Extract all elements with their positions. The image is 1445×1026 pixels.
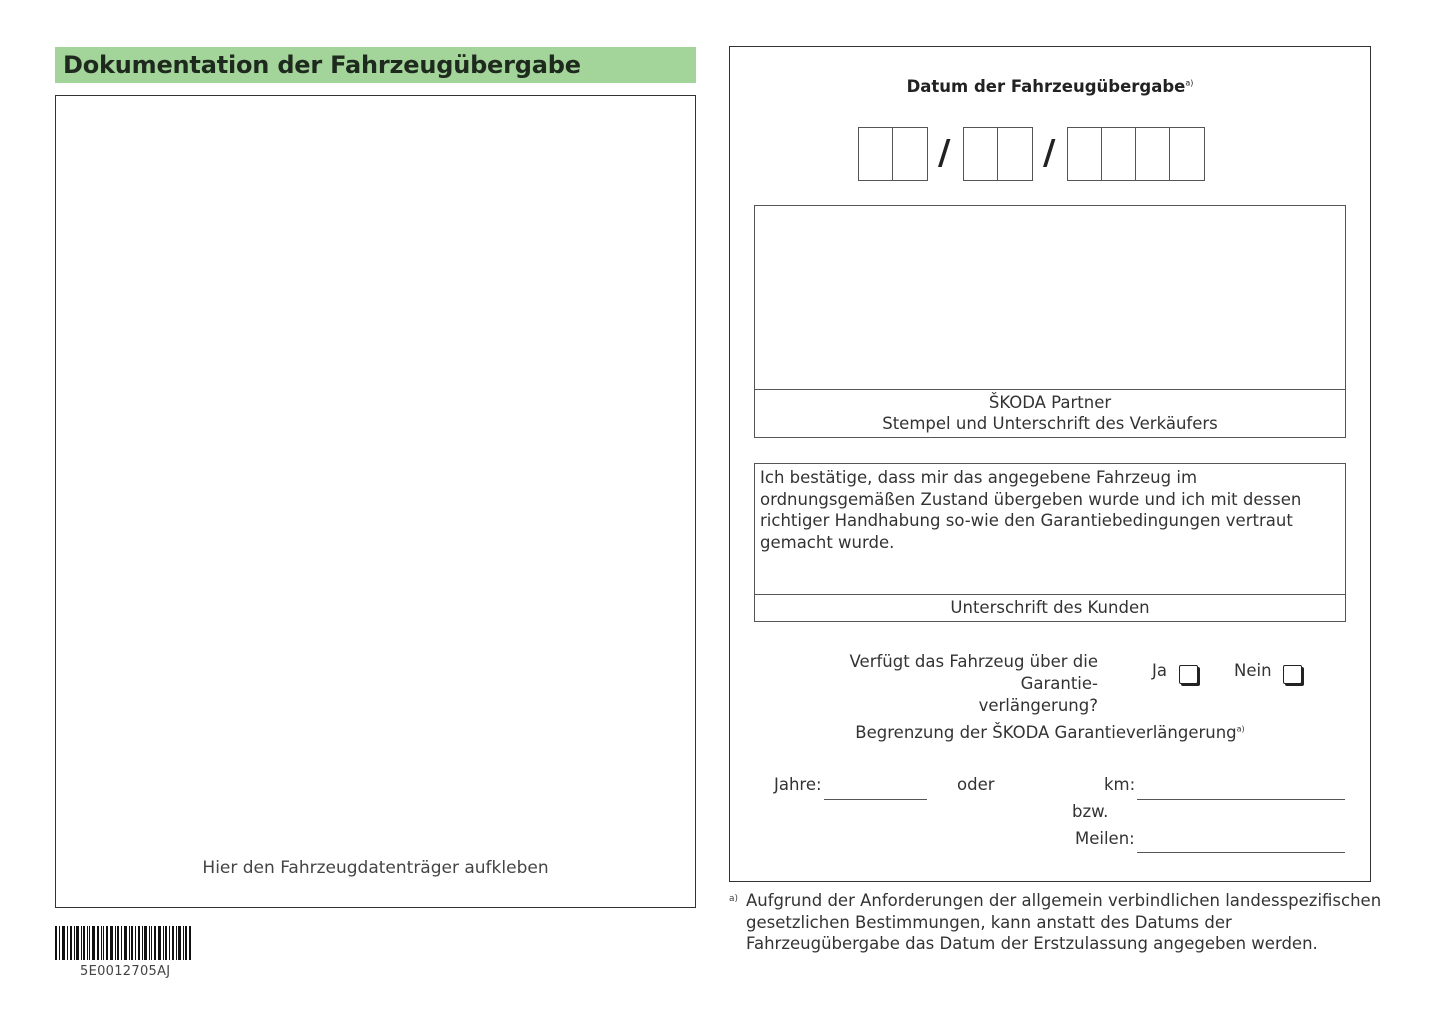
miles-input-line[interactable] — [1137, 852, 1345, 853]
date-month-field[interactable] — [963, 127, 1033, 181]
dealer-name-label: ŠKODA Partner — [988, 393, 1112, 412]
years-label: Jahre: — [774, 775, 822, 794]
option-no-label: Nein — [1234, 661, 1272, 680]
stamp-signature-label: Stempel und Unterschrift des Verkäufers — [882, 414, 1218, 433]
handover-date-title — [730, 77, 1370, 96]
barcode-number: 5E0012705AJ — [80, 964, 171, 979]
date-separator: / — [938, 133, 951, 173]
section-title-bar — [55, 47, 696, 83]
years-input-line[interactable] — [824, 799, 927, 800]
date-digit-cell[interactable] — [998, 128, 1032, 180]
customer-confirmation-box[interactable] — [754, 463, 1346, 622]
footnote-ref: a) — [1185, 78, 1194, 88]
date-day-field[interactable] — [858, 127, 928, 181]
date-digit-cell[interactable] — [1136, 128, 1170, 180]
date-year-field[interactable] — [1067, 127, 1205, 181]
warranty-limit-title-text: Begrenzung der ŠKODA Garantieverlängerung — [855, 723, 1237, 742]
sticker-area-label: Hier den Fahrzeugdatenträger aufkleben — [202, 858, 549, 878]
date-digit-cell[interactable] — [859, 128, 893, 180]
footnote-ref: a) — [1236, 724, 1245, 734]
handover-form — [729, 46, 1371, 882]
date-digit-cell[interactable] — [964, 128, 998, 180]
date-separator: / — [1043, 133, 1056, 173]
bzw-label: bzw. — [1072, 802, 1109, 821]
customer-signature-caption: Unterschrift des Kunden — [755, 594, 1345, 621]
no-checkbox[interactable] — [1283, 665, 1302, 684]
warranty-limit-title — [730, 723, 1370, 742]
footnote-marker: a) — [729, 894, 739, 904]
km-input-line[interactable] — [1137, 799, 1345, 800]
date-digit-cell[interactable] — [893, 128, 927, 180]
warranty-extension-question — [770, 651, 1098, 717]
footnote-text: Aufgrund der Anforderungen der allgemein verbindlichen landesspezifischen gesetzlichen Bestimmungen, kann anstatt des Datums der Fahrzeugübergabe das Datum der Erstzulassung angegeben werden. — [746, 891, 1382, 953]
warranty-question-line2: verlängerung? — [978, 696, 1098, 715]
dealer-stamp-caption — [755, 389, 1345, 439]
date-digit-cell[interactable] — [1068, 128, 1102, 180]
barcode — [55, 926, 191, 960]
warranty-question-line1: Verfügt das Fahrzeug über die Garantie- — [849, 652, 1098, 693]
km-label: km: — [1104, 775, 1136, 794]
yes-checkbox[interactable] — [1179, 665, 1198, 684]
date-digit-cell[interactable] — [1102, 128, 1136, 180]
miles-label: Meilen: — [1075, 829, 1135, 848]
section-title: Dokumentation der Fahrzeugübergabe — [63, 51, 581, 79]
date-digit-cell[interactable] — [1170, 128, 1204, 180]
dealer-stamp-signature-box[interactable] — [754, 205, 1346, 438]
handover-date-title-text: Datum der Fahrzeugübergabe — [906, 77, 1186, 96]
vehicle-data-sticker-area — [55, 95, 696, 908]
confirmation-statement: Ich bestätige, dass mir das angegebene Fahrzeug im ordnungsgemäßen Zustand übergeben wurde und ich mit dessen richtiger Handhabung so-wie den Garantiebedingungen vertraut gemacht wurde. — [760, 468, 1302, 552]
or-label: oder — [957, 775, 995, 794]
option-yes-label: Ja — [1152, 661, 1167, 680]
